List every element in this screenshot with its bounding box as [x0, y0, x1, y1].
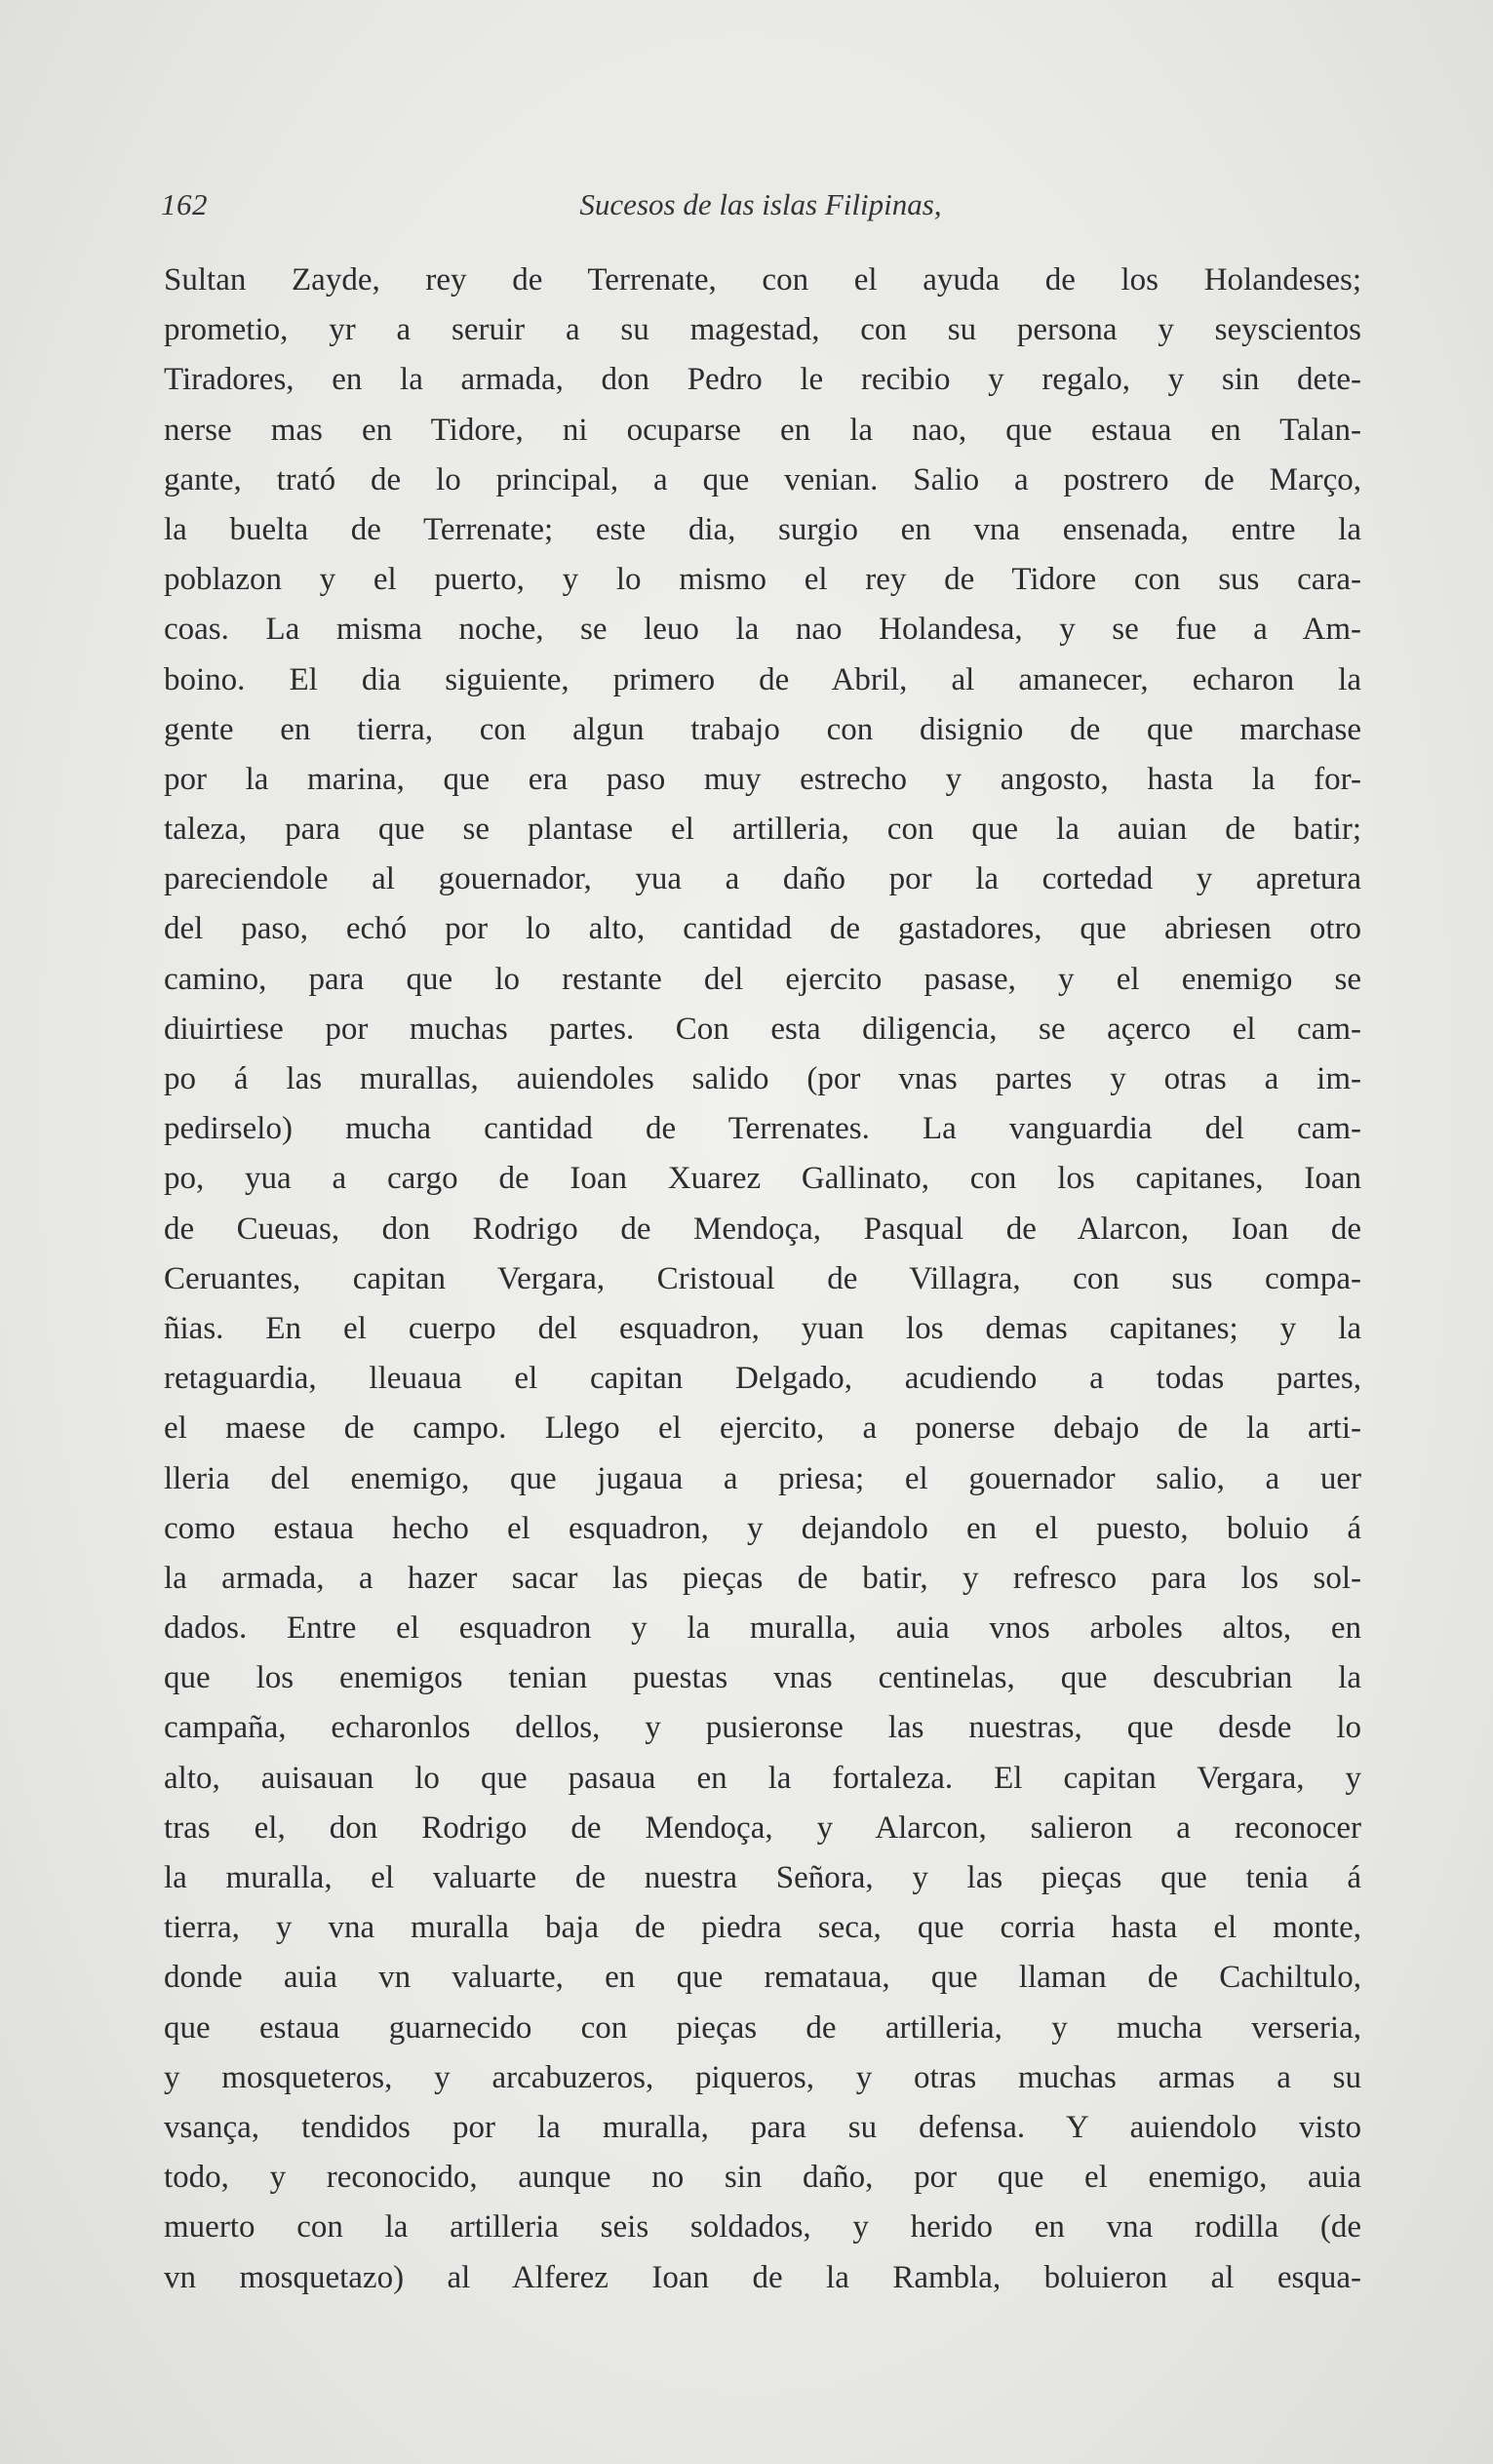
text-line: pedirselo) mucha cantidad de Terrenates. La vanguardia del cam- — [164, 1111, 1361, 1147]
text-line: camino, para que lo restante del ejercito pasase, y el enemigo se — [164, 961, 1361, 997]
text-line: vsança, tendidos por la muralla, para su defensa. Y auiendolo visto — [164, 2109, 1361, 2145]
text-line: retaguardia, lleuaua el capitan Delgado, acudiendo a todas partes, — [164, 1361, 1361, 1397]
text-line: boino. El dia siguiente, primero de Abril, al amanecer, echaron la — [164, 661, 1361, 697]
text-line: Ceruantes, capitan Vergara, Cristoual de Villagra, con sus compa- — [164, 1260, 1361, 1296]
text-line: dados. Entre el esquadron y la muralla, auia vnos arboles altos, en — [164, 1610, 1361, 1647]
text-line: taleza, para que se plantase el artilleria, con que la auian de batir; — [164, 812, 1361, 848]
text-line: tras el, don Rodrigo de Mendoça, y Alarcon, salieron a reconocer — [164, 1809, 1361, 1846]
text-line: muerto con la artilleria seis soldados, y herido en vna rodilla (de — [164, 2209, 1361, 2245]
page-number: 162 — [161, 187, 208, 221]
text-line: pareciendole al gouernador, yua a daño por la cortedad y apretura — [164, 861, 1361, 897]
text-line: poblazon y el puerto, y lo mismo el rey de Tidore con sus cara- — [164, 562, 1361, 598]
text-line: tierra, y vna muralla baja de piedra seca, que corria hasta el monte, — [164, 1910, 1361, 1946]
text-line: po, yua a cargo de Ioan Xuarez Gallinato, con los capitanes, Ioan — [164, 1161, 1361, 1197]
running-title: Sucesos de las islas Filipinas, — [579, 187, 942, 221]
text-line: por la marina, que era paso muy estrecho y angosto, hasta la for- — [164, 761, 1361, 797]
text-line: donde auia vn valuarte, en que remataua, que llaman de Cachiltulo, — [164, 1960, 1361, 1996]
text-line: gente en tierra, con algun trabajo con disignio de que marchase — [164, 711, 1361, 747]
text-line: que estaua guarnecido con pieças de artilleria, y mucha verseria, — [164, 2009, 1361, 2046]
text-line: gante, trató de lo principal, a que venian. Salio a postrero de Março, — [164, 461, 1361, 497]
text-line: y mosqueteros, y arcabuzeros, piqueros, y otras muchas armas a su — [164, 2059, 1361, 2095]
text-line: campaña, echaronlos dellos, y pusieronse las nuestras, que desde lo — [164, 1710, 1361, 1746]
text-line: ñias. En el cuerpo del esquadron, yuan los demas capitanes; y la — [164, 1310, 1361, 1346]
body-text — [164, 256, 1361, 2303]
text-line: que los enemigos tenian puestas vnas centinelas, que descubrian la — [164, 1660, 1361, 1696]
text-line: po á las murallas, auiendoles salido (por vnas partes y otras a im- — [164, 1061, 1361, 1096]
text-line: como estaua hecho el esquadron, y dejandolo en el puesto, boluio á — [164, 1510, 1361, 1546]
text-line: de Cueuas, don Rodrigo de Mendoça, Pasqual de Alarcon, Ioan de — [164, 1211, 1361, 1247]
text-line: la armada, a hazer sacar las pieças de batir, y refresco para los sol- — [164, 1560, 1361, 1596]
text-line: lleria del enemigo, que jugaua a priesa; el gouernador salio, a uer — [164, 1460, 1361, 1496]
text-line: diuirtiese por muchas partes. Con esta diligencia, se açerco el cam- — [164, 1011, 1361, 1047]
text-line: Sultan Zayde, rey de Terrenate, con el ayuda de los Holandeses; — [164, 262, 1361, 298]
page-header — [161, 187, 1360, 236]
text-line: todo, y reconocido, aunque no sin daño, por que el enemigo, auia — [164, 2160, 1361, 2196]
text-line: del paso, echó por lo alto, cantidad de gastadores, que abriesen otro — [164, 911, 1361, 947]
text-line: la muralla, el valuarte de nuestra Señora, y las pieças que tenia á — [164, 1860, 1361, 1895]
text-line: la buelta de Terrenate; este dia, surgio en vna ensenada, entre la — [164, 511, 1361, 547]
text-line: nerse mas en Tidore, ni ocuparse en la nao, que estaua en Talan- — [164, 412, 1361, 448]
text-line: vn mosquetazo) al Alferez Ioan de la Rambla, boluieron al esqua- — [164, 2259, 1361, 2295]
text-line: prometio, yr a seruir a su magestad, con su persona y seyscientos — [164, 312, 1361, 348]
text-line: Tiradores, en la armada, don Pedro le recibio y regalo, y sin dete- — [164, 362, 1361, 398]
text-line: alto, auisauan lo que pasaua en la fortaleza. El capitan Vergara, y — [164, 1760, 1361, 1796]
text-line: el maese de campo. Llego el ejercito, a ponerse debajo de la arti- — [164, 1411, 1361, 1447]
text-line: coas. La misma noche, se leuo la nao Holandesa, y se fue a Am- — [164, 612, 1361, 648]
